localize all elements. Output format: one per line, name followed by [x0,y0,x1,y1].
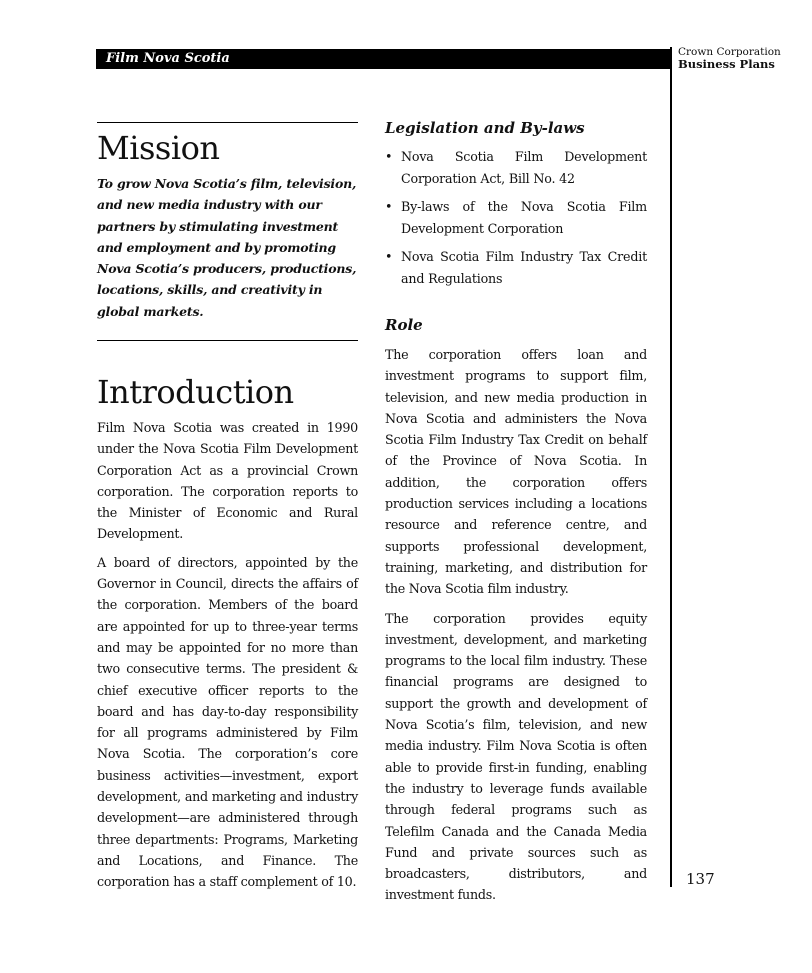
mission-statement-block [97,173,358,322]
corner-label-business-plans: Business Plans [678,57,775,71]
role-section [385,315,647,906]
legislation-section [385,118,647,289]
legislation-list [385,146,647,289]
section-title: Film Nova Scotia [106,51,230,66]
introduction-paragraph-2: A board of directors, appointed by the Governor in Council, directs the affairs of the corporation. Members of the board are appointed for up to three-year terms and may be appointed for no more than two consecutive terms. The president & chief executive officer reports to the board and has day-to-day responsibility for all programs administered by Film Nova Scotia. The corporation’s core business activities—investment, export development, and marketing and industry development—are administered through three departments: Programs, Marketing and Locations, and Finance. The corporation has a staff complement of 10. [97,554,358,890]
introduction-paragraph-1: Film Nova Scotia was created in 1990 under the Nova Scotia Film Development Corporation Act as a provincial Crown corporation. The corporation reports to the Minister of Economic and Rural Development. [97,420,358,542]
introduction-heading: Introduction [97,373,294,411]
page-number: 137 [686,870,715,888]
bullet-icon: • [385,149,393,164]
bullet-icon: • [385,199,393,214]
mission-heading: Mission [97,129,220,167]
legislation-heading: Legislation and By-laws [385,119,585,137]
list-item: • Nova Scotia Film Development Corporation Act, Bill No. 42 [385,146,647,189]
introduction-body [97,417,358,893]
corner-label-crown-corporation: Crown Corporation [678,46,781,58]
mission-bottom-rule [97,340,358,341]
section-header-bar [96,49,670,69]
role-heading: Role [385,316,423,334]
role-paragraph-2: The corporation provides equity investment, development, and marketing programs to the local film industry. These financial programs are designed to support the growth and development of Nova Scotia’s film, television, and new media industry. Film Nova Scotia is often able to provide first-in funding, enabling the industry to leverage funds available through federal programs such as Telefilm Canada and the Canada Media Fund and private sources such as broadcasters, distributors, and investment funds. [385,610,647,903]
bullet-icon: • [385,249,393,264]
list-item: • By-laws of the Nova Scotia Film Development Corporation [385,196,647,239]
list-item: • Nova Scotia Film Industry Tax Credit and Regulations [385,246,647,289]
mission-section [97,130,358,166]
mission-top-rule [97,122,358,123]
introduction-section [97,374,358,410]
role-paragraph-1: The corporation offers loan and investment programs to support film, television, and new media production in Nova Scotia and administers the Nova Scotia Film Industry Tax Credit on behalf of the Province of Nova Scotia. In addition, the corporation offers production services including a locations resource and reference centre, and supports professional development, training, marketing, and distribution for the Nova Scotia film industry. [385,347,647,597]
mission-statement: To grow Nova Scotia’s film, television, and new media industry with our partners by stimulating investment and employment and by promoting Nova Scotia’s producers, productions, locations, skills, and creativity in global markets. [97,176,357,319]
vertical-divider [670,47,672,887]
